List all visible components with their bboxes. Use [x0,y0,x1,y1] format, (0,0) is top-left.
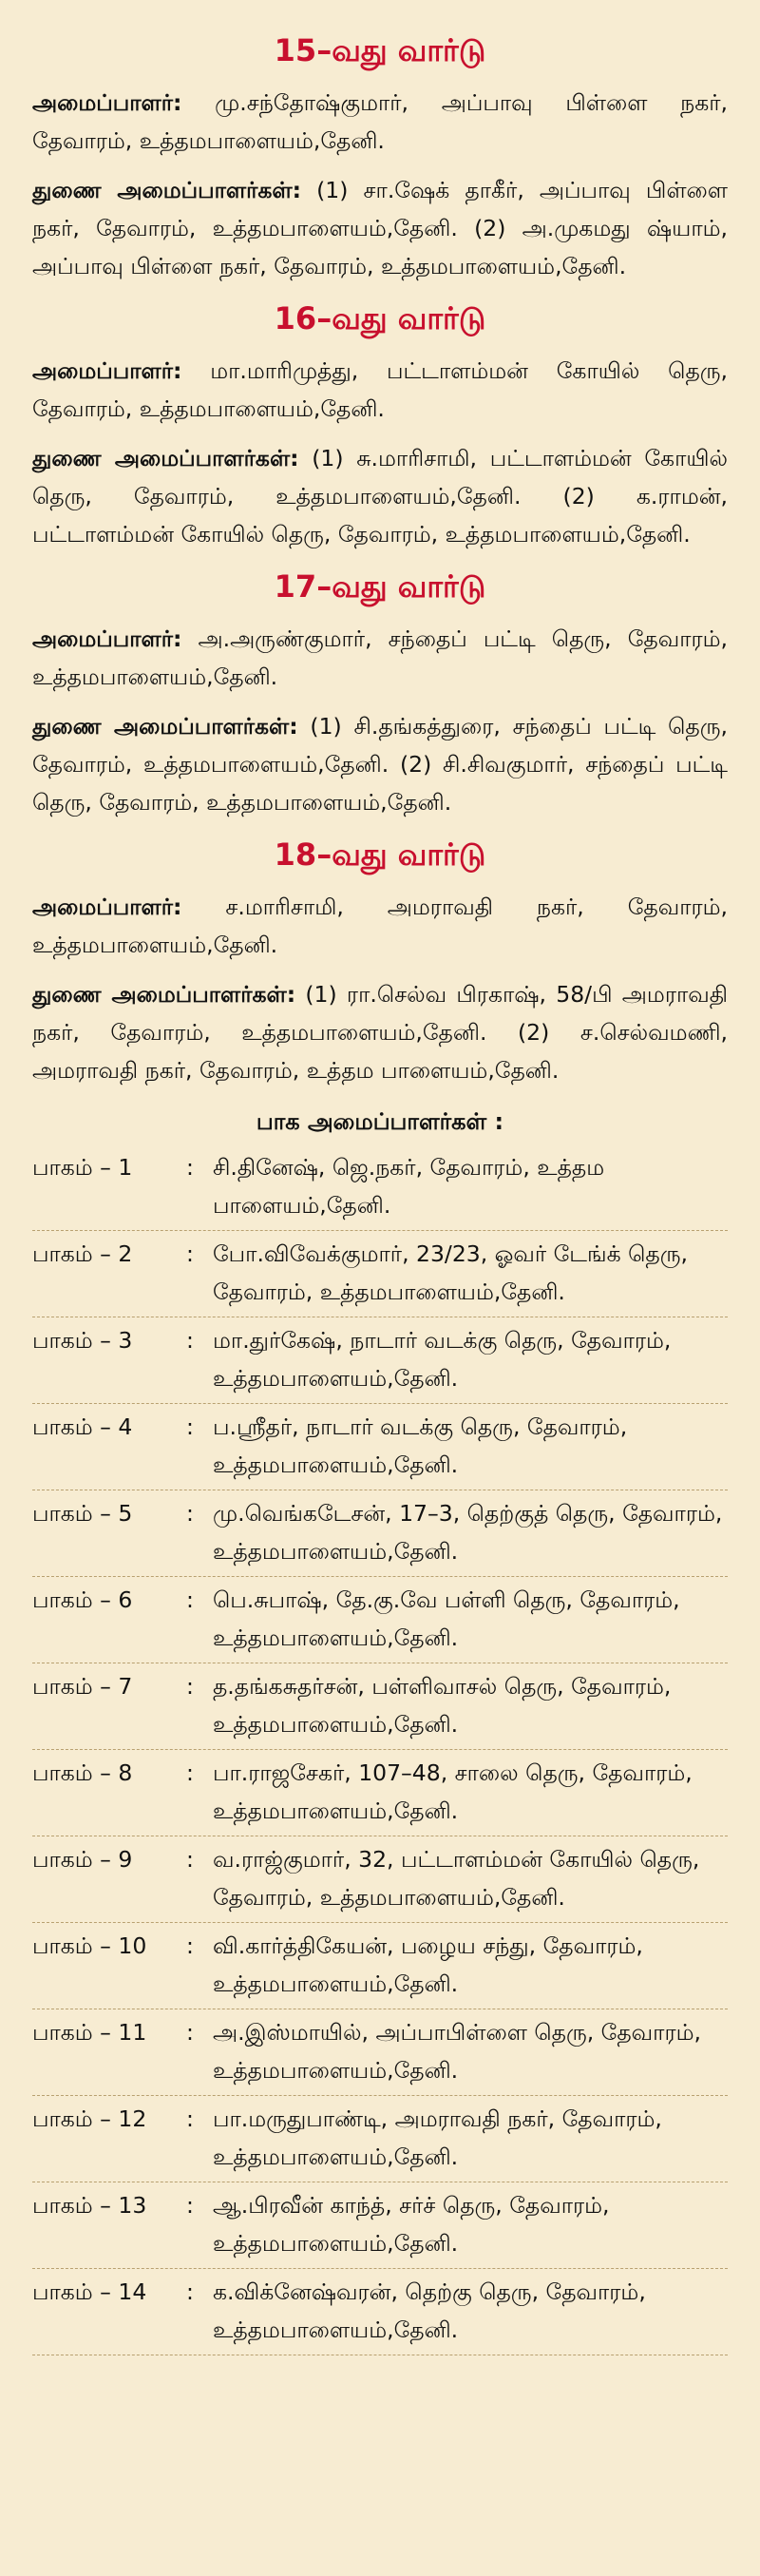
booth-colon: : [186,2192,194,2219]
deputy-paragraph [32,975,728,1089]
booth-row [32,1667,728,1750]
booth-organizer: ப.ஸ்ரீதர், நாடார் வடக்கு தெரு, தேவாரம், உத்தமபாளையம்,தேனி. [213,1413,628,1478]
booth-organizer: மா.துர்கேஷ், நாடார் வடக்கு தெரு, தேவாரம், உத்தமபாளையம்,தேனி. [213,1327,672,1392]
booth-colon: : [186,2019,194,2046]
booth-organizer: த.தங்கசுதர்சன், பள்ளிவாசல் தெரு, தேவாரம், உத்தமபாளையம்,தேனி. [213,1673,672,1738]
ward-heading: 18–வது வார்டு [274,836,486,873]
organizer-paragraph [32,84,728,160]
booth-row [32,2100,728,2182]
booth-colon: : [186,1759,194,1786]
booth-number: பாகம் – 14 [32,2278,147,2305]
ward-16-section [32,297,728,553]
booth-number: பாகம் – 1 [32,1154,133,1181]
booth-row [32,1581,728,1663]
organizer-label: அமைப்பாளர்: [32,89,182,116]
organizer-label: அமைப்பாளர்: [32,894,182,920]
booth-row [32,2186,728,2269]
booth-organizer: போ.விவேக்குமார், 23/23, ஓவர் டேங்க் தெரு, தேவாரம், உத்தமபாளையம்,தேனி. [213,1240,688,1305]
booth-number: பாகம் – 3 [32,1327,133,1354]
deputy-label: துணை அமைப்பாளர்கள்: [32,981,296,1008]
booth-row [32,1840,728,1923]
organizer-paragraph [32,352,728,428]
booth-number: பாகம் – 5 [32,1500,133,1527]
booth-organizer: வ.ராஜ்குமார், 32, பட்டாளம்மன் கோயில் தெரு, தேவாரம், உத்தமபாளையம்,தேனி. [213,1846,700,1911]
booth-organizer: க.விக்னேஷ்வரன், தெற்கு தெரு, தேவாரம், உத்தமபாளையம்,தேனி. [213,2278,646,2343]
booth-number: பாகம் – 8 [32,1759,133,1786]
booth-colon: : [186,1846,194,1873]
booth-row [32,2013,728,2096]
deputy-text: (1) ரா.செல்வ பிரகாஷ், 58/பி அமராவதி நகர், தேவாரம், உத்தமபாளையம்,தேனி. (2) ச.செல்வமணி, அமராவதி நகர், தேவாரம், உத்தம பாளையம்,தேனி. [32,981,728,1084]
booth-number: பாகம் – 13 [32,2192,147,2219]
organizer-paragraph [32,620,728,696]
booth-colon: : [186,1673,194,1700]
organizer-paragraph [32,888,728,964]
booth-row [32,2273,728,2355]
booth-colon: : [186,1240,194,1267]
booth-row [32,1927,728,2009]
deputy-paragraph [32,707,728,821]
booth-organizer: வி.கார்த்திகேயன், பழைய சந்து, தேவாரம், உத்தமபாளையம்,தேனி. [213,1932,643,1997]
ward-15-section [32,29,728,285]
booth-organizer: பா.ராஜசேகர், 107–48, சாலை தெரு, தேவாரம், உத்தமபாளையம்,தேனி. [213,1759,693,1824]
booth-row [32,1408,728,1490]
booth-colon: : [186,2105,194,2132]
booth-number: பாகம் – 9 [32,1846,133,1873]
organizer-text: மா.மாரிமுத்து, பட்டாளம்மன் கோயில் தெரு, தேவாரம், உத்தமபாளையம்,தேனி. [32,357,728,422]
booth-row [32,1754,728,1836]
organizer-label: அமைப்பாளர்: [32,625,182,652]
booth-colon: : [186,1500,194,1527]
ward-heading: 15–வது வார்டு [274,32,486,68]
booth-colon: : [186,1413,194,1440]
deputy-label: துணை அமைப்பாளர்கள்: [32,177,301,203]
booth-organizer: ஆ.பிரவீன் காந்த், சர்ச் தெரு, தேவாரம், உத்தமபாளையம்,தேனி. [213,2192,610,2257]
booth-organizer: பா.மருதுபாண்டி, அமராவதி நகர், தேவாரம், உத்தமபாளையம்,தேனி. [213,2105,662,2170]
booth-colon: : [186,2278,194,2305]
booth-organizer: மு.வெங்கடேசன், 17–3, தெற்குத் தெரு, தேவாரம், உத்தமபாளையம்,தேனி. [213,1500,723,1565]
deputy-label: துணை அமைப்பாளர்கள்: [32,445,299,471]
booth-organizer: பெ.சுபாஷ், தே.கு.வே பள்ளி தெரு, தேவாரம், உத்தமபாளையம்,தேனி. [213,1586,680,1651]
deputy-label: துணை அமைப்பாளர்கள்: [32,713,298,740]
booth-colon: : [186,1327,194,1354]
booth-section-title: பாக அமைப்பாளர்கள் : [256,1108,504,1135]
deputy-text: (1) சு.மாரிசாமி, பட்டாளம்மன் கோயில் தெரு, தேவாரம், உத்தமபாளையம்,தேனி. (2) க.ராமன், பட்டாளம்மன் கோயில் தெரு, தேவாரம், உத்தமபாளையம்,தேனி. [32,445,728,548]
booth-row [32,1235,728,1317]
organizer-text: ச.மாரிசாமி, அமராவதி நகர், தேவாரம், உத்தமபாளையம்,தேனி. [32,894,728,958]
ward-17-section [32,565,728,821]
ward-18-section [32,833,728,1089]
booth-organizer: அ.இஸ்மாயில், அப்பாபிள்ளை தெரு, தேவாரம், உத்தமபாளையம்,தேனி. [213,2019,701,2084]
booth-colon: : [186,1154,194,1181]
booth-row [32,1148,728,1231]
deputy-text: (1) சி.தங்கத்துரை, சந்தைப் பட்டி தெரு, தேவாரம், உத்தமபாளையம்,தேனி. (2) சி.சிவகுமார், சந்தைப் பட்டி தெரு, தேவாரம், உத்தமபாளையம்,தேனி. [32,713,728,816]
organizer-text: அ.அருண்குமார், சந்தைப் பட்டி தெரு, தேவாரம், உத்தமபாளையம்,தேனி. [32,625,728,690]
booth-number: பாகம் – 4 [32,1413,133,1440]
booth-number: பாகம் – 6 [32,1586,133,1613]
booth-colon: : [186,1932,194,1959]
booth-row [32,1494,728,1577]
booth-row [32,1321,728,1404]
deputy-paragraph [32,171,728,285]
deputy-text: (1) சா.ஷேக் தாகீர், அப்பாவு பிள்ளை நகர், தேவாரம், உத்தமபாளையம்,தேனி. (2) அ.முகமது ஷ்யாம், அப்பாவு பிள்ளை நகர், தேவாரம், உத்தமபாளையம்,தேனி. [32,177,728,279]
organizer-text: மு.சந்தோஷ்குமார், அப்பாவு பிள்ளை நகர், தேவாரம், உத்தமபாளையம்,தேனி. [32,89,728,154]
booth-number: பாகம் – 2 [32,1240,133,1267]
organizer-label: அமைப்பாளர்: [32,357,182,384]
booth-list [32,1148,728,2355]
ward-heading: 17–வது வார்டு [274,568,486,605]
booth-colon: : [186,1586,194,1613]
ward-heading: 16–வது வார்டு [274,300,486,336]
booth-organizer: சி.தினேஷ், ஜெ.நகர், தேவாரம், உத்தம பாளையம்,தேனி. [213,1154,605,1219]
deputy-paragraph [32,439,728,553]
booth-number: பாகம் – 11 [32,2019,147,2046]
booth-number: பாகம் – 10 [32,1932,147,1959]
booth-number: பாகம் – 7 [32,1673,133,1700]
booth-number: பாகம் – 12 [32,2105,147,2132]
